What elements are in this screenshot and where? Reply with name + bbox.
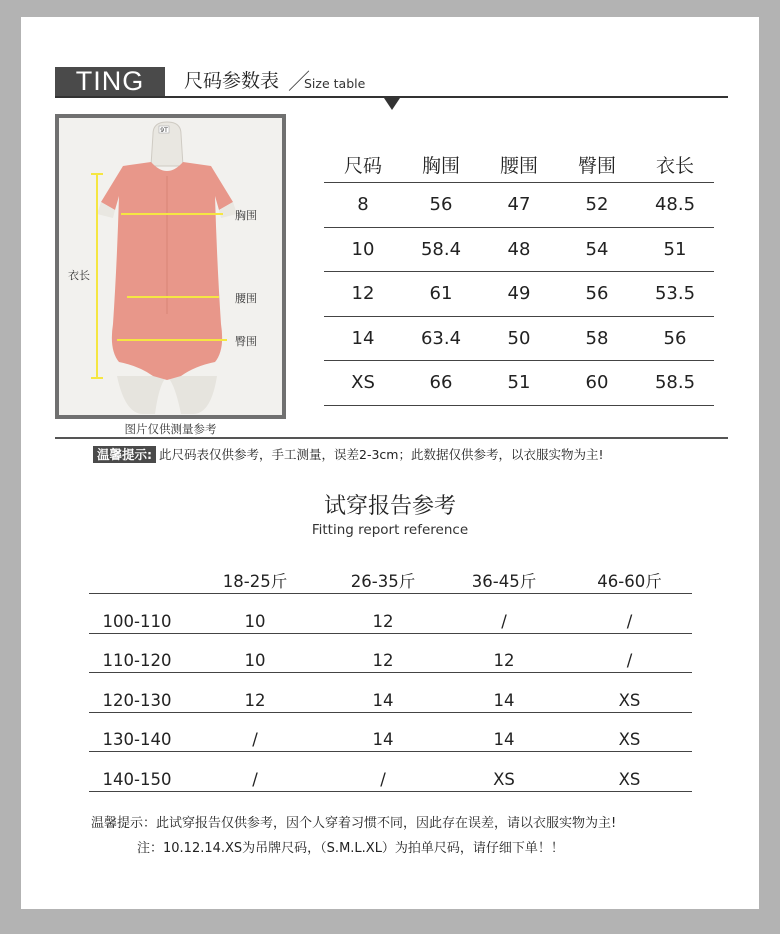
- size-tag-text: 9T: [160, 127, 168, 134]
- hip-label: 臀围: [235, 335, 257, 348]
- header-cell: 18-25斤: [222, 572, 288, 591]
- table-row: [324, 361, 714, 406]
- height-cell: 110-120: [102, 651, 172, 670]
- fitting-subtitle: Fitting report reference: [311, 522, 469, 538]
- table-row: [324, 317, 714, 362]
- height-cell: 120-130: [102, 690, 172, 710]
- table-cell: 56: [585, 283, 609, 305]
- brand-badge: TING: [55, 67, 165, 96]
- table-row: [89, 752, 692, 792]
- section-divider: [55, 437, 728, 439]
- measurement-photo: [55, 114, 286, 419]
- tip-text: 此尺码表仅供参考，手工测量，误差2-3cm；此数据仅供参考，以衣服实物为主!: [159, 447, 604, 462]
- table-cell: 60: [585, 372, 609, 394]
- table-cell: 53.5: [654, 283, 696, 305]
- header-cell: 臀围: [577, 155, 616, 177]
- table-cell: 61: [429, 283, 453, 305]
- header-cell: 腰围: [499, 155, 538, 177]
- tip-label: 温馨提示:: [93, 446, 156, 463]
- table-cell: XS: [351, 372, 375, 394]
- table-cell: 47: [507, 194, 531, 216]
- table-row: [89, 673, 692, 713]
- header-cell: 36-45斤: [471, 572, 537, 591]
- fitting-tip: 温馨提示：此试穿报告仅供参考，因个人穿着习惯不同，因此存在误差，请以衣服实物为主!: [91, 816, 617, 831]
- table-cell: /: [252, 730, 258, 749]
- size-chart-sheet: [21, 17, 759, 909]
- table-row: [89, 594, 692, 634]
- section-title: 尺码参数表: [184, 70, 280, 92]
- header-cell: 胸围: [421, 155, 460, 177]
- header-arrow-icon: [384, 98, 400, 110]
- table-cell: /: [252, 769, 258, 789]
- table-cell: 12: [493, 651, 515, 670]
- table-cell: 58.4: [420, 238, 462, 260]
- table-cell: 51: [507, 372, 531, 394]
- table-cell: 10: [244, 611, 266, 631]
- table-cell: /: [380, 769, 386, 789]
- length-label: 衣长: [68, 269, 90, 282]
- table-cell: 12: [244, 690, 266, 710]
- table-cell: 14: [372, 730, 394, 749]
- table-row: [324, 228, 714, 273]
- table-cell: 12: [372, 651, 394, 670]
- table-cell: 10: [351, 238, 375, 260]
- photo-caption: 图片仅供测量参考: [124, 422, 217, 436]
- header-cell: 尺码: [343, 155, 382, 177]
- section-subtitle: Size table: [304, 76, 366, 91]
- table-cell: 48.5: [654, 194, 696, 216]
- height-cell: 140-150: [102, 769, 172, 789]
- table-cell: XS: [618, 730, 641, 749]
- table-cell: 51: [663, 238, 687, 260]
- table-cell: /: [626, 611, 633, 631]
- table-cell: XS: [493, 769, 515, 789]
- chest-label: 胸围: [235, 209, 257, 222]
- fitting-table: [89, 564, 692, 792]
- table-cell: 49: [507, 283, 531, 305]
- table-cell: 12: [372, 611, 394, 631]
- header-cell: 46-60斤: [597, 572, 662, 591]
- header-cell: 衣长: [655, 155, 694, 177]
- table-cell: 63.4: [420, 327, 462, 349]
- fitting-title: 试穿报告参考: [323, 494, 456, 519]
- height-cell: 100-110: [102, 611, 172, 631]
- table-cell: /: [626, 651, 633, 670]
- table-cell: 14: [493, 730, 515, 749]
- size-tip: [93, 445, 603, 463]
- title-slash: ／: [288, 70, 311, 95]
- waist-label: 腰围: [235, 292, 257, 305]
- size-table: [324, 147, 714, 406]
- mannequin-illustration: [55, 114, 286, 419]
- table-cell: 12: [351, 283, 375, 305]
- size-table-header: [324, 147, 714, 183]
- table-cell: 52: [585, 194, 609, 216]
- table-cell: 14: [493, 690, 515, 710]
- table-cell: /: [501, 611, 507, 631]
- table-cell: 66: [429, 372, 453, 394]
- table-cell: XS: [618, 690, 641, 710]
- table-cell: 56: [663, 327, 687, 349]
- table-cell: 56: [429, 194, 453, 216]
- size-note: 注：10.12.14.XS为吊牌尺码，（S.M.L.XL）为拍单尺码，请仔细下单！！: [137, 841, 564, 856]
- table-row: [89, 713, 692, 753]
- table-cell: 58: [585, 327, 609, 349]
- height-cell: 130-140: [102, 730, 172, 749]
- table-cell: 10: [244, 651, 266, 670]
- table-cell: 58.5: [654, 372, 696, 394]
- table-cell: 54: [585, 238, 609, 260]
- table-cell: 14: [372, 690, 394, 710]
- table-cell: 14: [351, 327, 375, 349]
- table-cell: 48: [507, 238, 531, 260]
- table-cell: XS: [618, 769, 641, 789]
- table-cell: 8: [357, 194, 369, 216]
- fitting-table-header: [89, 564, 692, 594]
- header-cell: 26-35斤: [350, 572, 416, 591]
- table-row: [89, 634, 692, 674]
- table-cell: 50: [507, 327, 531, 349]
- table-row: [324, 272, 714, 317]
- table-row: [324, 183, 714, 228]
